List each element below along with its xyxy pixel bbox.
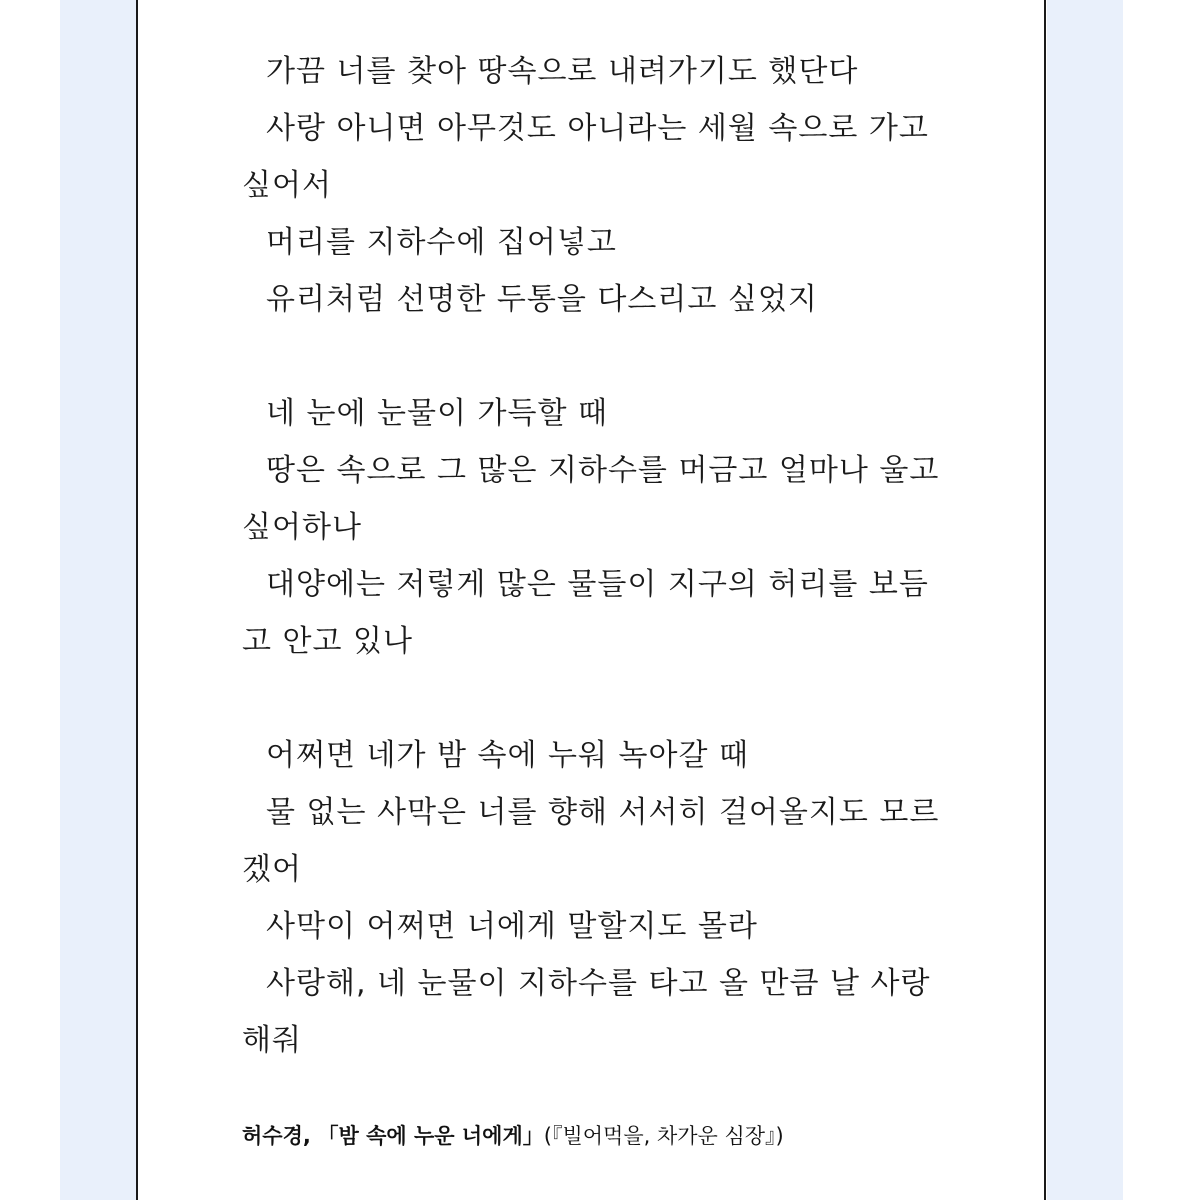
left-margin-band [60,0,136,1200]
poem-line: 머리를 지하수에 집어넣고 [266,225,617,260]
poem-line: 가끔 너를 찾아 땅속으로 내려가기도 했단다 [266,54,859,89]
poem-line: 유리처럼 선명한 두통을 다스리고 싶었지 [266,282,818,317]
poem-page [136,0,1046,1200]
right-margin-band [1047,0,1123,1200]
poem-line: 물 없는 사막은 너를 향해 서서히 걸어올지도 모르겠어 [242,795,940,887]
credit-source: (『빌어먹을, 차가운 심장』) [543,1124,784,1148]
poem-credit [242,1120,784,1150]
poem-line: 네 눈에 눈물이 가득할 때 [266,396,608,431]
poem-line: 사랑해, 네 눈물이 지하수를 타고 올 만큼 날 사랑해줘 [242,966,931,1058]
poem-line: 사랑 아니면 아무것도 아니라는 세월 속으로 가고 싶어서 [242,111,929,203]
poem-line: 어쩌면 네가 밤 속에 누워 녹아갈 때 [266,738,749,773]
poem-line: 사막이 어쩌면 너에게 말할지도 몰라 [266,909,758,944]
poem-body [242,43,942,1069]
stanza-1 [242,43,942,328]
poem-line: 땅은 속으로 그 많은 지하수를 머금고 얼마나 울고 싶어하나 [242,453,940,545]
stanza-3 [242,727,942,1069]
credit-author: 허수경, [242,1124,311,1148]
credit-title: 「밤 속에 누운 너에게」 [317,1124,544,1148]
poem-line: 대양에는 저렇게 많은 물들이 지구의 허리를 보듬고 안고 있나 [242,567,929,659]
stanza-2 [242,385,942,670]
